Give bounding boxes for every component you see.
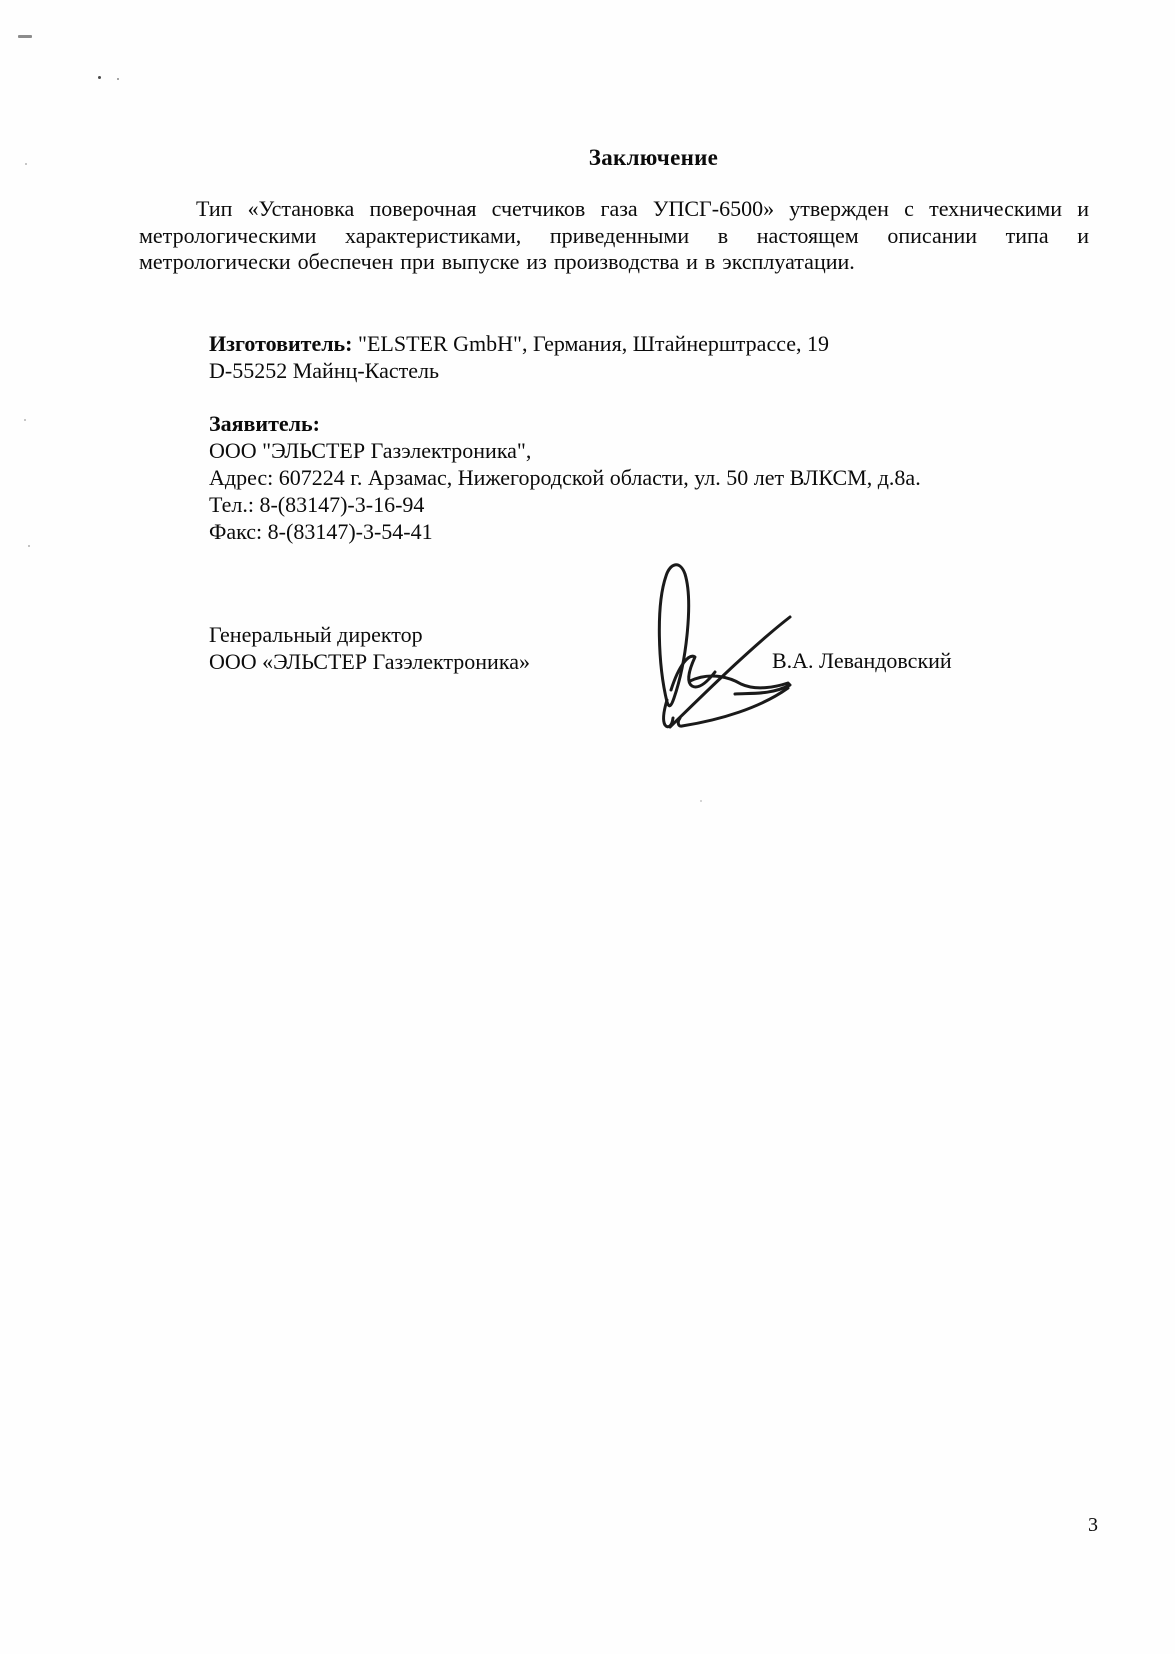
signatory-name: В.А. Левандовский: [772, 648, 952, 673]
scan-speck: [700, 800, 702, 802]
applicant-label: Заявитель:: [209, 411, 320, 436]
signatory-position-line1: Генеральный директор: [209, 622, 423, 647]
applicant-address: Адрес: 607224 г. Арзамас, Нижегородской области, ул. 50 лет ВЛКСМ, д.8а.: [209, 465, 921, 490]
page-number: 3: [1088, 1514, 1098, 1536]
scan-speck-dash: [18, 35, 32, 38]
scan-speck: [98, 76, 101, 79]
manufacturer-value: "ELSTER GmbH", Германия, Штайнерштрассе, 19: [352, 331, 830, 356]
scan-speck: [117, 78, 119, 80]
manufacturer-line: [209, 330, 829, 357]
signatory-position-line2: ООО «ЭЛЬСТЕР Газэлектроника»: [209, 649, 530, 674]
conclusion-paragraph: Тип «Установка поверочная счетчиков газа УПСГ-6500» утвержден с техническими и метрологическими характеристиками, приведенными в настоящем описании типа и метрологически обеспечен при выпуске из производства и в эксплуатации.: [139, 196, 1089, 274]
applicant-phone: Тел.: 8-(83147)-3-16-94: [209, 492, 425, 517]
scan-speck: [28, 545, 30, 547]
scan-speck: [24, 419, 26, 421]
applicant-fax: Факс: 8-(83147)-3-54-41: [209, 519, 433, 544]
signature-icon: [645, 550, 800, 735]
applicant-block: [209, 410, 921, 545]
scan-speck: [25, 163, 27, 165]
signatory-position-block: [209, 621, 530, 675]
manufacturer-block: [209, 330, 829, 384]
manufacturer-label: Изготовитель:: [209, 331, 353, 356]
applicant-name: ООО "ЭЛЬСТЕР Газэлектроника",: [209, 438, 532, 463]
manufacturer-address-line2: D-55252 Майнц-Кастель: [209, 358, 439, 383]
document-title: Заключение: [588, 145, 719, 170]
